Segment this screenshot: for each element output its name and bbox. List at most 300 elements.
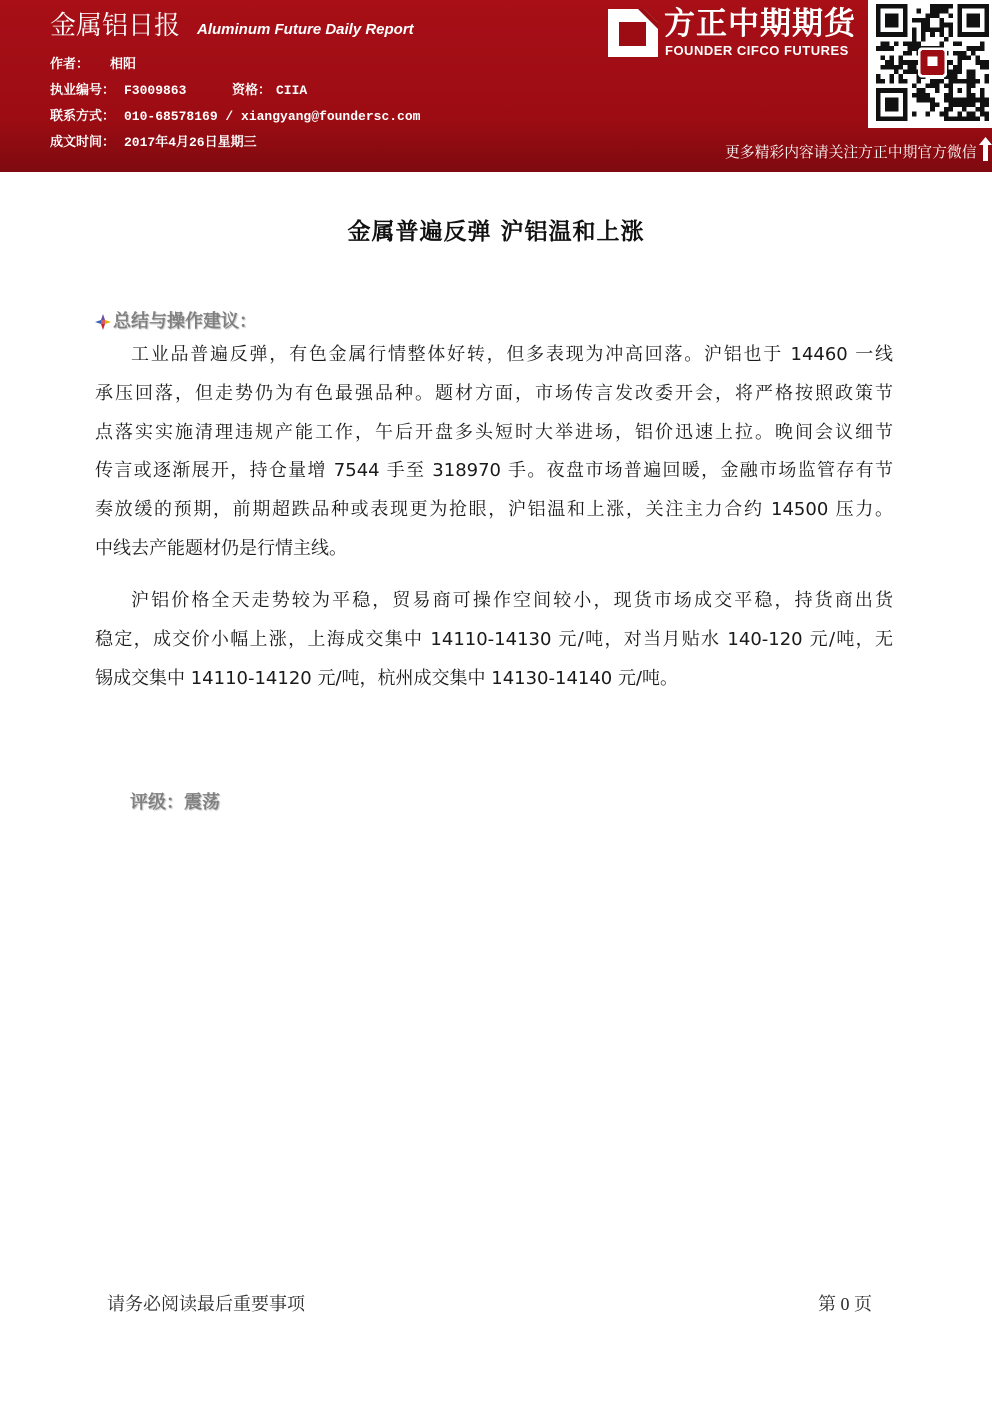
qr-module (984, 60, 989, 65)
qr-module (899, 116, 904, 121)
qr-module (912, 27, 917, 32)
qr-module (903, 107, 908, 112)
qr-module (971, 93, 976, 98)
qr-module (908, 41, 913, 46)
date-label: 成文时间： (50, 135, 116, 150)
qr-module (894, 41, 899, 46)
qr-module (917, 18, 922, 23)
qr-module (948, 93, 953, 98)
qr-module (917, 93, 922, 98)
qr-module (962, 107, 967, 112)
qr-module (975, 13, 980, 18)
qr-module (971, 13, 976, 18)
contact-label: 联系方式： (50, 109, 116, 124)
qr-module (930, 102, 935, 107)
qr-module (912, 46, 917, 51)
qr-module (930, 4, 935, 9)
report-subtitle: Aluminum Future Daily Report (197, 21, 414, 38)
qr-module (917, 41, 922, 46)
qr-module (984, 79, 989, 84)
qr-module (957, 65, 962, 70)
qr-module (903, 98, 908, 103)
qr-module (881, 4, 886, 9)
qr-module (984, 27, 989, 32)
paragraph-line: 传言或逐渐展开，持仓量增 7544 手至 318970 手。夜盘市场普遍回暖，金融市场监管存有节 (95, 460, 893, 482)
qr-module (894, 107, 899, 112)
qr-module (939, 18, 944, 23)
qr-module (953, 65, 958, 70)
qr-module (966, 112, 971, 117)
qr-module (966, 4, 971, 9)
qr-module (980, 112, 985, 117)
qr-module (966, 116, 971, 121)
qr-module (876, 79, 881, 84)
qr-module (966, 84, 971, 89)
qr-module (957, 70, 962, 75)
qr-module (975, 4, 980, 9)
qr-module (876, 13, 881, 18)
qr-module (935, 102, 940, 107)
qr-module (944, 84, 949, 89)
qr-module (948, 4, 953, 9)
qr-module (984, 9, 989, 14)
qr-module (957, 4, 962, 9)
qr-module (957, 41, 962, 46)
qr-module (903, 116, 908, 121)
qr-module (966, 18, 971, 23)
qr-module (957, 32, 962, 37)
qr-module (890, 116, 895, 121)
qr-module (908, 60, 913, 65)
qr-module (966, 55, 971, 60)
qr-module (885, 4, 890, 9)
qr-module (939, 9, 944, 14)
qr-module (935, 27, 940, 32)
qr-module (912, 60, 917, 65)
qr-module (885, 32, 890, 37)
qr-module (957, 116, 962, 121)
qr-module (980, 32, 985, 37)
qr-module (984, 116, 989, 121)
section-heading: 总结与操作建议： (113, 311, 257, 332)
qr-module (876, 112, 881, 117)
qr-module (957, 13, 962, 18)
qr-module (971, 32, 976, 37)
qr-module (885, 13, 890, 18)
qr-module (948, 60, 953, 65)
qr-module (975, 107, 980, 112)
qr-module (876, 98, 881, 103)
qr-module (984, 112, 989, 117)
paragraph-line: 稳定，成交价小幅上涨，上海成交集中 14110-14130 元/吨，对当月贴水 140-120 元/吨，无 (95, 628, 893, 650)
qr-module (962, 98, 967, 103)
rating (130, 792, 220, 814)
wechat-prompt: 更多精彩内容请关注方正中期官方微信 (725, 144, 977, 161)
qr-module (903, 27, 908, 32)
brand-name: 方正中期期货 (664, 6, 856, 42)
qr-module (980, 107, 985, 112)
qr-module (971, 18, 976, 23)
qr-module (975, 23, 980, 28)
qr-module (966, 79, 971, 84)
qr-module (903, 51, 908, 56)
qr-module (921, 18, 926, 23)
qr-module (962, 55, 967, 60)
qr-module (903, 79, 908, 84)
qr-module (921, 37, 926, 42)
qr-module (930, 98, 935, 103)
qr-module (876, 23, 881, 28)
qr-module (930, 79, 935, 84)
qr-module (935, 84, 940, 89)
qr-module (876, 116, 881, 121)
qr-module (899, 88, 904, 93)
qr-module (926, 23, 931, 28)
qr-module (948, 13, 953, 18)
qr-module (980, 4, 985, 9)
qr-module (984, 32, 989, 37)
qr-module (975, 60, 980, 65)
qr-module (890, 88, 895, 93)
qr-module (912, 41, 917, 46)
qr-module (944, 9, 949, 14)
qr-module (984, 102, 989, 107)
qr-module (948, 32, 953, 37)
qr-module (876, 102, 881, 107)
qr-module (917, 98, 922, 103)
qr-module (921, 32, 926, 37)
qr-module (962, 102, 967, 107)
qr-module (962, 32, 967, 37)
qr-module (948, 98, 953, 103)
qr-module (899, 60, 904, 65)
paragraph-line: 承压回落，但走势仍为有色最强品种。题材方面，市场传言发改委开会，将严格按照政策节 (95, 382, 893, 404)
qr-module (930, 84, 935, 89)
qr-module (921, 98, 926, 103)
qr-module (876, 18, 881, 23)
qr-module (890, 32, 895, 37)
qr-module (957, 79, 962, 84)
qr-module (957, 18, 962, 23)
qr-module (876, 32, 881, 37)
license-label: 执业编号： (50, 83, 116, 98)
qr-module (962, 4, 967, 9)
qr-module (917, 88, 922, 93)
qr-module (953, 98, 958, 103)
qr-module (948, 102, 953, 107)
qr-module (885, 65, 890, 70)
qr-module (903, 41, 908, 46)
qr-module (948, 27, 953, 32)
paragraph-summary (95, 336, 893, 569)
qr-module (957, 27, 962, 32)
qr-module (912, 65, 917, 70)
qr-module (980, 46, 985, 51)
qr-module (881, 46, 886, 51)
qr-module (881, 65, 886, 70)
qr-module (944, 98, 949, 103)
qr-module (899, 55, 904, 60)
qr-module (984, 65, 989, 70)
qr-module (948, 74, 953, 79)
qr-module (903, 18, 908, 23)
qr-module (971, 23, 976, 28)
qr-module (908, 46, 913, 51)
qr-module (971, 116, 976, 121)
qr-module (885, 98, 890, 103)
qr-module (894, 116, 899, 121)
qr-module (953, 41, 958, 46)
qr-module (894, 65, 899, 70)
qr-module (957, 98, 962, 103)
qr-module (890, 65, 895, 70)
qr-module (966, 93, 971, 98)
qr-module (975, 18, 980, 23)
qr-module (944, 4, 949, 9)
qr-module (971, 4, 976, 9)
qr-module (971, 98, 976, 103)
qr-module (876, 93, 881, 98)
contact-info: 010-68578169 / xiangyang@foundersc.com (124, 109, 421, 124)
qr-module (926, 112, 931, 117)
qr-module (881, 88, 886, 93)
qr-module (953, 116, 958, 121)
qr-module (881, 79, 886, 84)
qr-module (876, 74, 881, 79)
qr-module (948, 88, 953, 93)
qr-module (980, 102, 985, 107)
qualification-label: 资格： (232, 83, 272, 98)
qr-module (885, 116, 890, 121)
qr-module (899, 79, 904, 84)
qr-module (984, 4, 989, 9)
qr-module (908, 70, 913, 75)
qr-module (885, 107, 890, 112)
qr-module (980, 65, 985, 70)
qr-module (957, 60, 962, 65)
qr-module (921, 23, 926, 28)
qr-module (966, 98, 971, 103)
qr-module (899, 74, 904, 79)
qr-module (930, 32, 935, 37)
qr-module (971, 46, 976, 51)
qr-module (903, 60, 908, 65)
qr-module (926, 98, 931, 103)
qr-module (894, 23, 899, 28)
qr-module (984, 18, 989, 23)
qr-module (885, 41, 890, 46)
qr-module (912, 112, 917, 117)
qr-module (948, 116, 953, 121)
qr-module (917, 9, 922, 14)
qr-module (894, 18, 899, 23)
qr-module (903, 88, 908, 93)
qr-module (953, 74, 958, 79)
qr-module (881, 116, 886, 121)
qr-module (966, 13, 971, 18)
qr-module (890, 107, 895, 112)
qr-module (890, 18, 895, 23)
qr-module (912, 32, 917, 37)
report-title: 金属铝日报 (50, 11, 181, 41)
qr-module (876, 46, 881, 51)
qr-module (944, 93, 949, 98)
qr-module (975, 98, 980, 103)
qr-module (980, 60, 985, 65)
qr-module (899, 65, 904, 70)
qr-module (885, 23, 890, 28)
report-header (0, 0, 992, 172)
qr-module (903, 102, 908, 107)
qr-module (939, 27, 944, 32)
qr-module (917, 79, 922, 84)
qr-module (926, 13, 931, 18)
founder-logo-icon (608, 9, 658, 57)
qr-module (957, 51, 962, 56)
qr-module (939, 79, 944, 84)
qr-module (948, 70, 953, 75)
qr-module (957, 55, 962, 60)
qr-module (912, 70, 917, 75)
paragraph-line: 中线去产能题材仍是行情主线。 (95, 537, 347, 559)
qr-module (890, 60, 895, 65)
author-name: 相阳 (110, 57, 137, 72)
qr-module (962, 51, 967, 56)
qr-module (971, 51, 976, 56)
qr-module (957, 23, 962, 28)
qr-module (975, 55, 980, 60)
qr-module (971, 74, 976, 79)
paragraph-line: 沪铝价格全天走势较为平稳，贸易商可操作空间较小，现货市场成交平稳，持货商出货 (131, 590, 893, 611)
qr-module (980, 93, 985, 98)
rating-label: 评级： (130, 792, 184, 813)
qr-module (876, 9, 881, 14)
license-number: F3009863 (124, 83, 187, 98)
qr-module (921, 88, 926, 93)
qr-module (926, 27, 931, 32)
page-number: 第 0 页 (818, 1294, 872, 1314)
footer-notice: 请务必阅读最后重要事项 (107, 1294, 305, 1314)
qr-module (966, 46, 971, 51)
qr-module (953, 79, 958, 84)
qr-module (881, 55, 886, 60)
qr-module (926, 93, 931, 98)
qr-module (948, 79, 953, 84)
qr-module (885, 18, 890, 23)
qr-module (957, 112, 962, 117)
qr-module (890, 74, 895, 79)
qr-module (890, 23, 895, 28)
paragraph-spot-market (95, 582, 893, 698)
qr-module (912, 93, 917, 98)
qr-module (966, 102, 971, 107)
qr-module (876, 4, 881, 9)
qr-center-mark (928, 56, 938, 65)
qr-module (894, 70, 899, 75)
qr-module (935, 13, 940, 18)
qr-module (881, 32, 886, 37)
qr-module (881, 41, 886, 46)
qr-module (903, 112, 908, 117)
qr-module (926, 18, 931, 23)
qr-module (890, 98, 895, 103)
qr-module (926, 84, 931, 89)
qr-module (903, 70, 908, 75)
qr-module (939, 112, 944, 117)
qr-module (885, 46, 890, 51)
qr-module (876, 107, 881, 112)
qr-module (980, 41, 985, 46)
paragraph-line: 奏放缓的预期，前期超跌品种或表现更为抢眼，沪铝温和上涨，关注主力合约 14500 压力。 (95, 499, 893, 521)
qr-module (966, 23, 971, 28)
paragraph-line: 点落实实施清理违规产能工作，午后开盘多头短时大举进场，铝价迅速上拉。晚间会议细节 (95, 421, 893, 443)
qualification-value: CIIA (276, 83, 308, 98)
wechat-qr-code (876, 4, 989, 121)
qr-module (966, 70, 971, 75)
qr-module (944, 112, 949, 117)
qr-module (984, 13, 989, 18)
qr-module (984, 98, 989, 103)
qr-module (894, 88, 899, 93)
qr-module (903, 93, 908, 98)
qr-module (885, 60, 890, 65)
qr-module (971, 112, 976, 117)
qr-module (903, 9, 908, 14)
qr-module (953, 102, 958, 107)
qr-module (903, 13, 908, 18)
qr-module (921, 93, 926, 98)
qr-module (930, 9, 935, 14)
qr-module (984, 23, 989, 28)
qr-module (966, 88, 971, 93)
qr-module (903, 23, 908, 28)
qr-module (957, 102, 962, 107)
qr-module (948, 107, 953, 112)
qr-module (935, 79, 940, 84)
qr-module (894, 32, 899, 37)
qr-module (903, 32, 908, 37)
paragraph-line: 锡成交集中 14110-14120 元/吨，杭州成交集中 14130-14140 元/吨。 (95, 667, 679, 689)
report-date: 2017年4月26日星期三 (124, 135, 257, 150)
qr-module (966, 32, 971, 37)
qr-module (912, 84, 917, 89)
qr-module (935, 9, 940, 14)
qr-module (980, 98, 985, 103)
qr-module (890, 4, 895, 9)
author-label: 作者： (50, 57, 90, 72)
qr-module (894, 102, 899, 107)
qr-module (890, 13, 895, 18)
qr-module (890, 79, 895, 84)
up-arrow-icon (979, 137, 992, 161)
qr-module (899, 32, 904, 37)
qr-module (876, 27, 881, 32)
qr-module (975, 46, 980, 51)
qr-module (975, 32, 980, 37)
qr-module (971, 79, 976, 84)
qr-module (939, 32, 944, 37)
qr-module (957, 88, 962, 93)
qr-module (894, 98, 899, 103)
qr-module (921, 27, 926, 32)
qr-module (890, 46, 895, 51)
qr-module (939, 23, 944, 28)
qr-module (944, 23, 949, 28)
qr-module (885, 102, 890, 107)
qr-module (966, 74, 971, 79)
qr-module (890, 102, 895, 107)
qr-module (975, 116, 980, 121)
